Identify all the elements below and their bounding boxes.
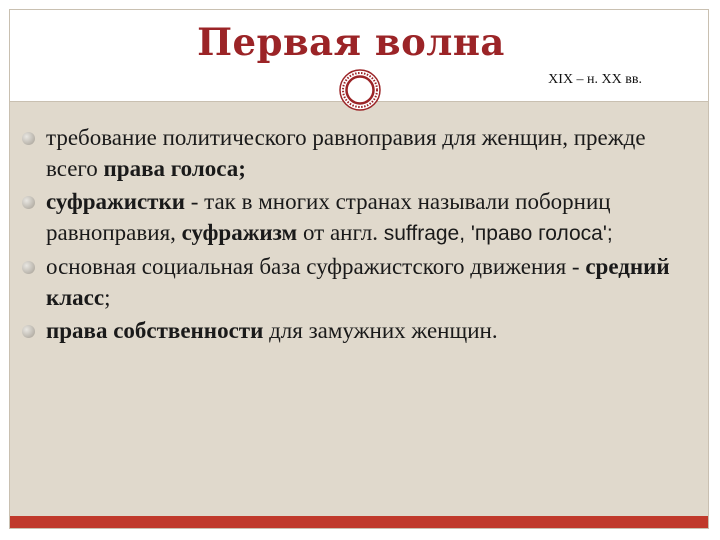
bullet-item [22,186,692,249]
bullet-text: для замужних женщин. [263,318,498,343]
bullet-item [22,251,692,313]
bullet-bold-text: права собственности [46,318,264,343]
bullet-bold-text: права голоса; [103,156,246,181]
bullet-text: suffrage, 'право голоса'; [383,222,613,245]
bullet-item [22,122,692,184]
bullet-list [22,122,692,348]
bullet-dot-icon [22,196,35,209]
slide-title: Первая волна [197,20,505,64]
bullet-dot-icon [22,261,35,274]
slide-subtitle: XIX – н. XX вв. [548,72,642,87]
circle-ornament-icon [338,68,382,112]
bullet-bold-text: суфражизм [181,220,298,245]
bullet-text: - так в многих странах называли поборниц равноправия, [46,189,611,245]
bullet-text: ; [104,285,111,310]
bullet-text: от англ. [297,220,384,245]
bullet-bold-text: суфражистки [46,189,185,214]
bullet-text: требование политического равноправия для женщин, прежде всего [46,125,646,181]
bullet-dot-icon [22,325,35,338]
bottom-accent-bar [10,516,708,528]
bullet-text: основная социальная база суфражистского движения - [46,254,586,279]
bullet-bold-text: средний класс [46,254,670,310]
bullet-item [22,315,692,346]
bullet-dot-icon [22,132,35,145]
